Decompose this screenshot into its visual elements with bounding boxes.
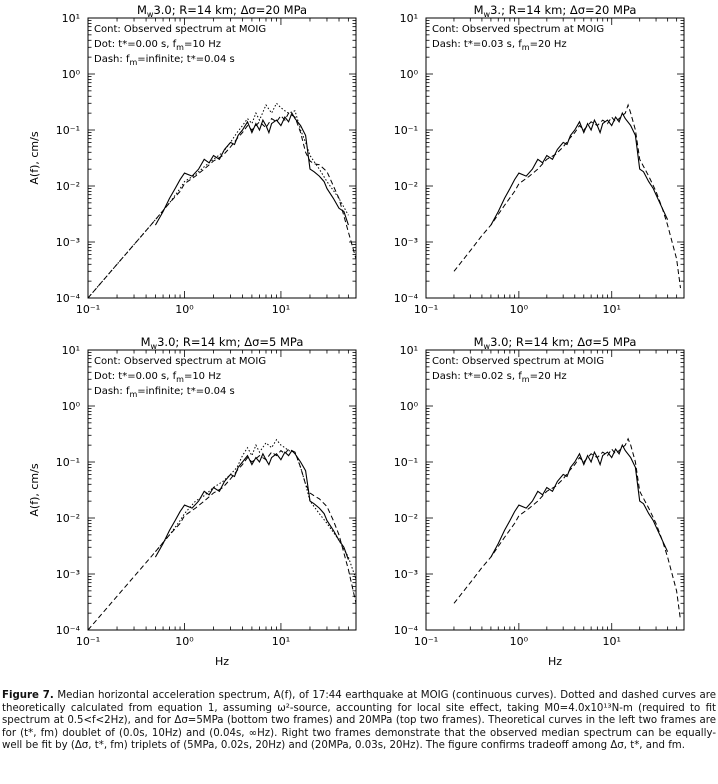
legend-entry: Dash: $f_m=infinite$; t*=0.04 s [94, 54, 235, 67]
panel-4 [394, 335, 684, 668]
y-tick-label: 10⁻¹ [55, 456, 80, 469]
x-tick-label: 10⁰ [175, 635, 194, 648]
y-tick-label: 10⁰ [61, 68, 80, 81]
x-tick-label: 10¹ [271, 635, 291, 648]
legend-entry: Cont: Observed spectrum at MOIG [94, 356, 267, 367]
x-tick-label: 10⁰ [175, 303, 194, 316]
y-tick-label: 10⁻² [55, 180, 80, 193]
plot-frame [426, 350, 684, 630]
series-line-continuous [155, 451, 348, 560]
x-axis-label: Hz [214, 655, 230, 668]
panel-title: $M_w3$.; R=14 km; Δσ=20 MPa [473, 3, 637, 19]
y-tick-label: 10⁰ [61, 400, 80, 413]
x-tick-label: 10⁰ [509, 303, 529, 316]
x-tick-label: 10⁻¹ [75, 635, 101, 648]
series-line-dashed [454, 105, 681, 288]
y-tick-label: 10¹ [399, 12, 418, 25]
plot-frame [426, 18, 684, 298]
series-line-continuous [491, 113, 668, 225]
x-tick-label: 10⁻¹ [75, 303, 101, 316]
panel-2 [394, 3, 684, 316]
legend-entry: Cont: Observed spectrum at MOIG [432, 356, 605, 367]
panel-title: $M_w3.0$; R=14 km; Δσ=20 MPa [136, 3, 308, 19]
y-tick-label: 10¹ [61, 344, 80, 357]
y-tick-label: 10⁻¹ [393, 124, 418, 137]
legend-entry: Dot: t*=0.00 s, $f_m=10$ Hz [94, 39, 221, 52]
y-tick-label: 10⁻⁴ [393, 292, 418, 305]
y-tick-label: 10¹ [61, 12, 80, 25]
series-line-dashed [88, 449, 356, 630]
legend-entry: Dash: t*=0.02 s, $f_m=20$ Hz [432, 371, 567, 384]
legend-entry: Cont: Observed spectrum at MOIG [94, 24, 267, 35]
y-tick-label: 10⁻³ [393, 236, 418, 249]
panel-title: $M_w3.0$; R=14 km; Δσ=5 MPa [140, 335, 304, 351]
x-tick-label: 10¹ [271, 303, 291, 316]
legend-entry: Dash: $f_m=infinite$; t*=0.04 s [94, 386, 235, 399]
legend-entry: Cont: Observed spectrum at MOIG [432, 24, 605, 35]
series-line-dashed [88, 113, 356, 298]
y-tick-label: 10⁻³ [55, 568, 80, 581]
x-tick-label: 10⁰ [509, 635, 529, 648]
y-tick-label: 10⁻⁴ [55, 292, 80, 305]
y-axis-label: A(f), cm/s [28, 463, 41, 517]
x-axis-label: Hz [547, 655, 563, 668]
x-tick-label: 10⁻¹ [413, 635, 439, 648]
y-tick-label: 10⁻⁴ [393, 624, 418, 637]
series-line-dotted [88, 103, 348, 298]
panel-1 [28, 3, 356, 316]
legend-entry: Dot: t*=0.00 s, $f_m=10$ Hz [94, 371, 221, 384]
y-tick-label: 10⁰ [399, 68, 418, 81]
x-tick-label: 10¹ [602, 635, 621, 648]
figure-number: Figure 7. [2, 690, 54, 701]
x-tick-label: 10⁻¹ [413, 303, 439, 316]
series-line-dotted [155, 440, 356, 580]
y-tick-label: 10⁻² [393, 512, 418, 525]
y-tick-label: 10⁻³ [393, 568, 418, 581]
legend-entry: Dash: t*=0.03 s, $f_m=20$ Hz [432, 39, 567, 52]
y-tick-label: 10¹ [399, 344, 418, 357]
y-tick-label: 10⁻¹ [393, 456, 418, 469]
caption-text: Median horizontal acceleration spectrum, A(f), of 17:44 earthquake at MOIG (continuous curves). Dotted and dashed curves are theoretically calculated from equation 1, assuming ω²-source, accounting for local site effect, taking M0=4.0x10¹³N-m (required to fit spectrum at 0.5<f<2Hz), and for Δσ=5MPa (bottom two frames) and 20MPa (top two frames). Theoretical curves in the left two frames are for (t*, fm) doublet of (0.0s, 10Hz) and (0.04s, ∞Hz). Right two frames demonstrate that the observed median spectrum can be equally-well be fit by (Δσ, t*, fm) triplets of (5MPa, 0.02s, 20Hz) and (20MPa, 0.03s, 20Hz). The figure confirms tradeoff among Δσ, t*, and fm. [2, 690, 716, 752]
panel-title: $M_w3.0$; R=14 km; Δσ=5 MPa [473, 335, 637, 351]
y-axis-label: A(f), cm/s [28, 131, 41, 185]
y-tick-label: 10⁻² [393, 180, 418, 193]
y-tick-label: 10⁻⁴ [55, 624, 80, 637]
y-tick-label: 10⁻³ [55, 236, 80, 249]
x-tick-label: 10¹ [602, 303, 621, 316]
y-tick-label: 10⁻¹ [55, 124, 80, 137]
panel-3 [28, 335, 356, 668]
y-tick-label: 10⁻² [55, 512, 80, 525]
figure-caption [2, 690, 716, 753]
series-line-dashed [454, 439, 681, 620]
series-line-continuous [491, 445, 668, 557]
y-tick-label: 10⁰ [399, 400, 418, 413]
